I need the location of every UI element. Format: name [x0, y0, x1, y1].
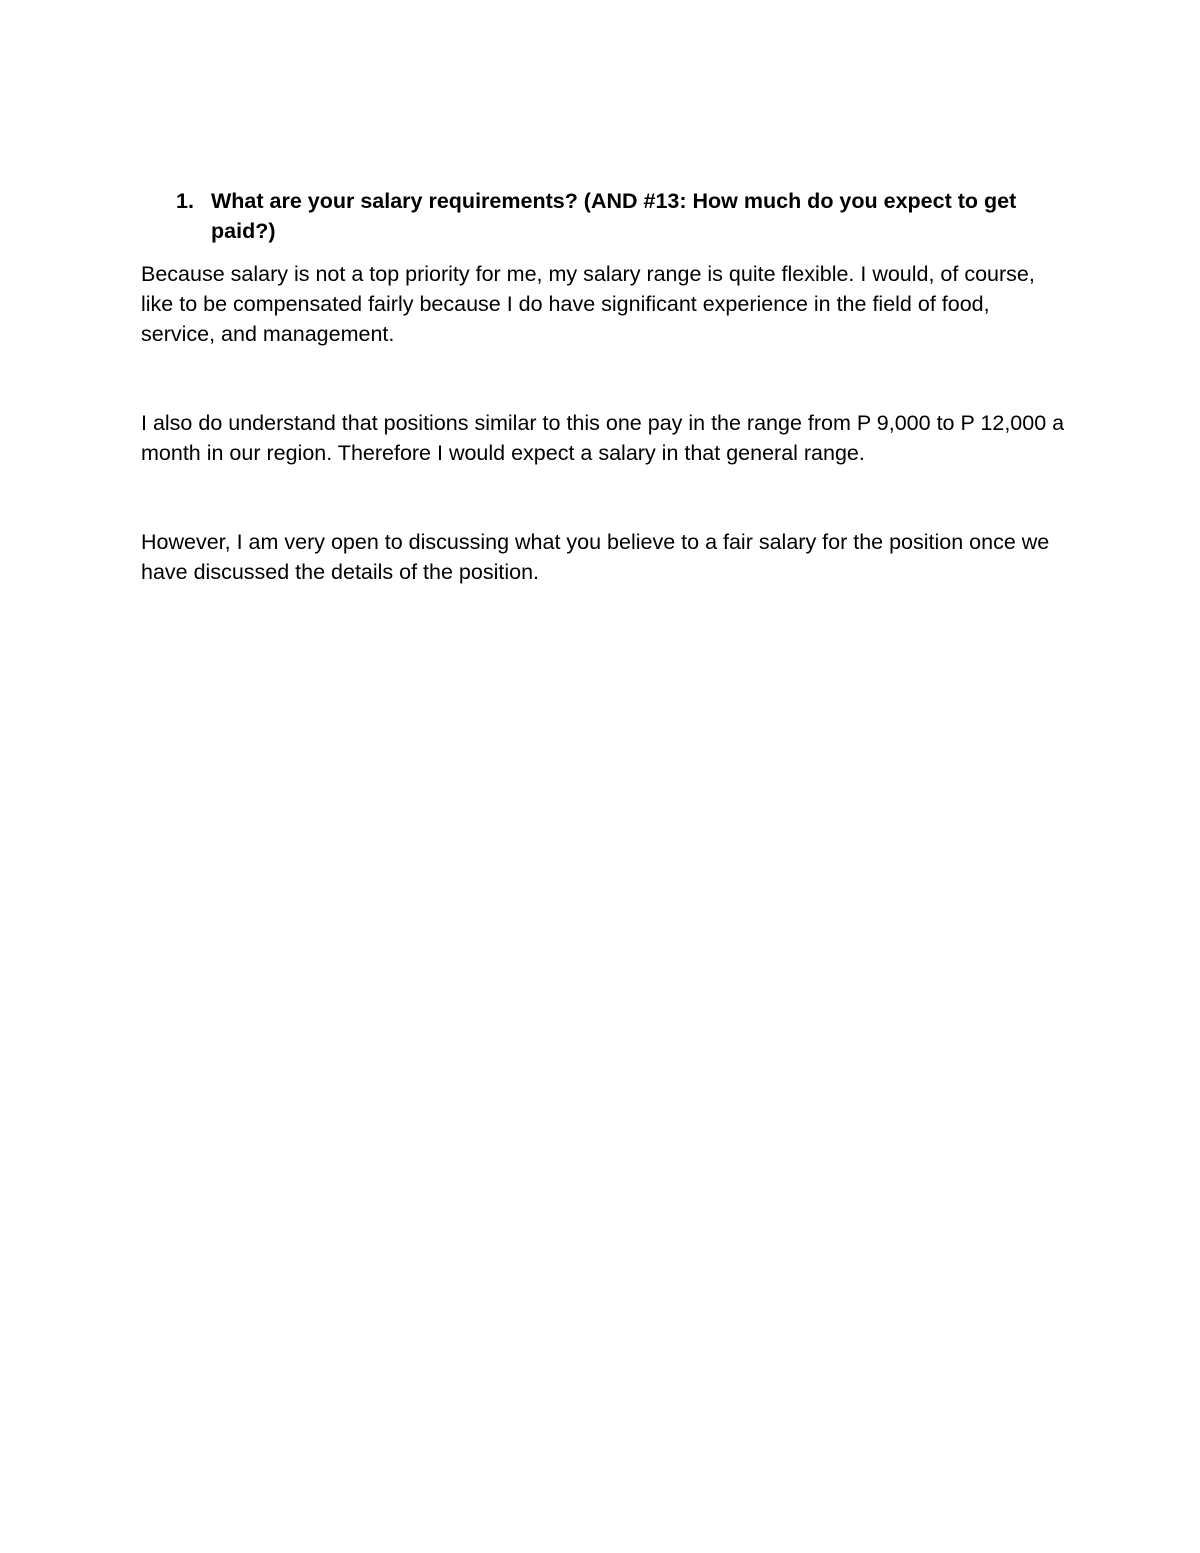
- question-text: What are your salary requirements? (AND #13: How much do you expect to get paid?): [211, 189, 1017, 243]
- answer-paragraph-1: Because salary is not a top priority for me, my salary range is quite flexible. I would, of course, like to be compensated fairly because I do have significant experience in the field of food, service, and management.: [141, 262, 1035, 346]
- answer-paragraph-2: I also do understand that positions similar to this one pay in the range from P 9,000 to P 12,000 a month in our region. Therefore I would expect a salary in that general range.: [141, 411, 1065, 465]
- question-heading: [176, 186, 1076, 246]
- question-number: 1.: [176, 189, 194, 213]
- answer-paragraph-3: However, I am very open to discussing what you believe to a fair salary for the position once we have discussed the details of the position.: [141, 530, 1050, 584]
